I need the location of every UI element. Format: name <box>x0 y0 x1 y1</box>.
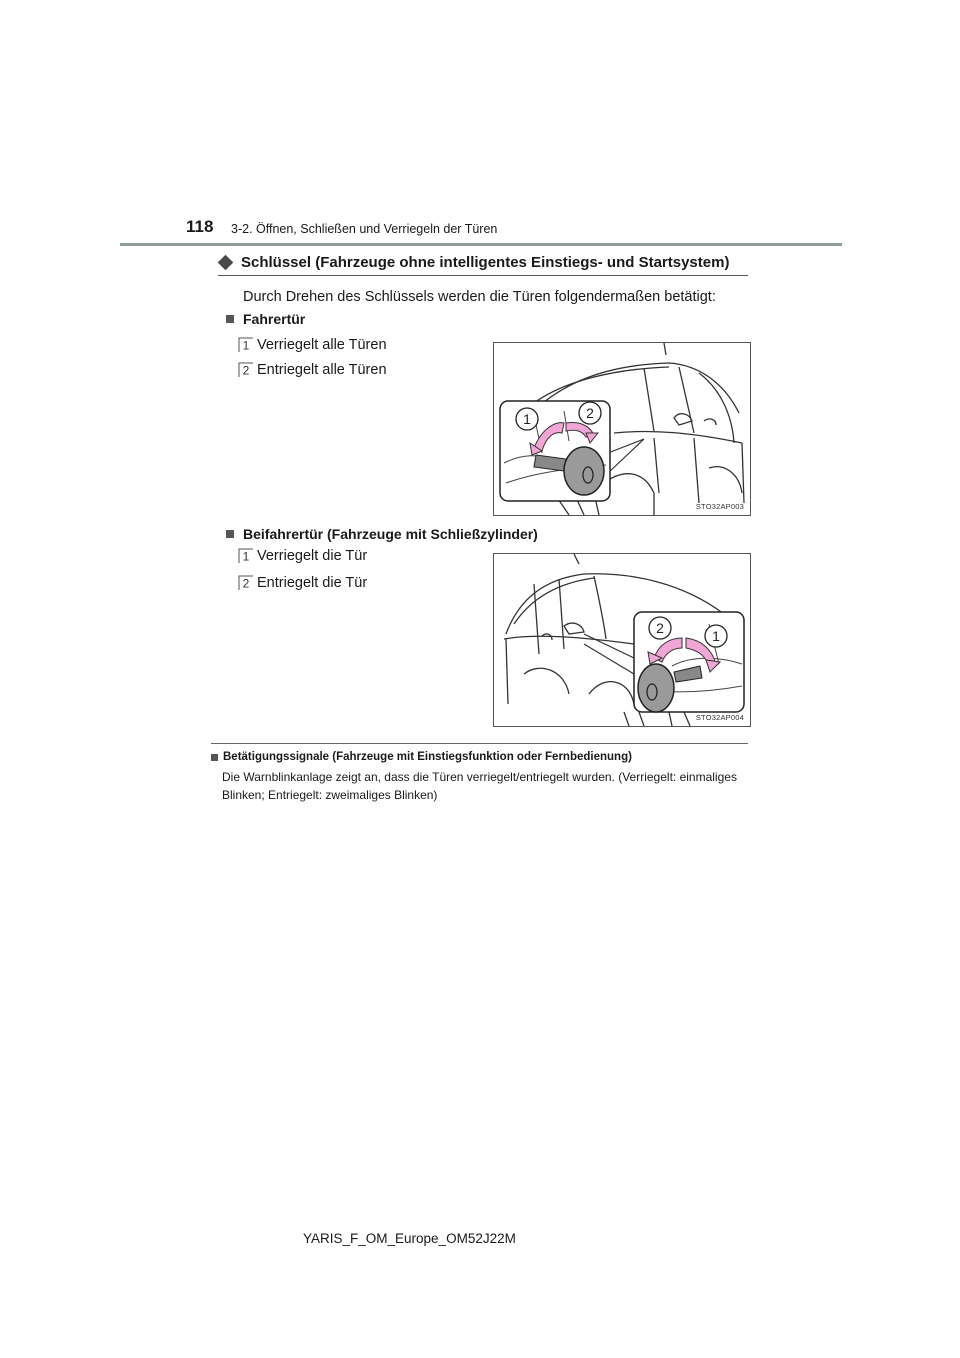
passenger-door-item-2-text: Entriegelt die Tür <box>257 575 368 591</box>
svg-text:2: 2 <box>586 405 594 421</box>
driver-door-item-2-text: Entriegelt alle Türen <box>257 362 387 378</box>
driver-door-title-text: Fahrertür <box>243 311 306 327</box>
svg-text:2: 2 <box>242 363 250 378</box>
svg-text:1: 1 <box>242 338 250 353</box>
driver-door-item-1 <box>238 337 387 353</box>
driver-door-item-1-text: Verriegelt alle Türen <box>257 337 387 353</box>
number-1-icon <box>238 548 254 564</box>
square-bullet-icon <box>226 530 234 538</box>
square-bullet-icon <box>226 315 234 323</box>
note-text: Die Warnblinkanlage zeigt an, dass die Türen verriegelt/entriegelt wurden. (Verriegelt: einmaliges Blinken; Entriegelt: zweimaliges Blinken) <box>222 770 737 802</box>
number-2-icon <box>238 575 254 591</box>
note-title <box>211 751 632 763</box>
intro-text: Durch Drehen des Schlüssels werden die Türen folgendermaßen betätigt: <box>243 289 716 305</box>
diamond-bullet-icon <box>218 255 234 271</box>
passenger-door-title <box>226 526 538 542</box>
svg-text:1: 1 <box>523 411 531 427</box>
driver-door-car-illustration <box>494 343 750 515</box>
number-1-icon <box>238 337 254 353</box>
svg-text:2: 2 <box>656 620 664 636</box>
passenger-door-figure <box>493 553 751 727</box>
footer-doc-id: YARIS_F_OM_Europe_OM52J22M <box>303 1231 516 1246</box>
svg-text:2: 2 <box>242 576 250 591</box>
svg-text:1: 1 <box>242 549 250 564</box>
section-title: 3-2. Öffnen, Schließen und Verriegeln der Türen <box>231 222 498 236</box>
note-rule <box>211 743 748 744</box>
note-title-text: Betätigungssignale (Fahrzeuge mit Einstiegsfunktion oder Fernbedienung) <box>223 751 632 763</box>
driver-door-title <box>226 311 305 327</box>
section-heading-text: Schlüssel (Fahrzeuge ohne intelligentes Einstiegs- und Startsystem) <box>241 254 730 271</box>
driver-door-figure-code: STO32AP003 <box>695 502 744 511</box>
section-heading <box>218 254 748 276</box>
driver-door-item-2 <box>238 362 387 378</box>
passenger-door-figure-code: STO32AP004 <box>695 713 744 722</box>
passenger-door-item-1-text: Verriegelt die Tür <box>257 548 368 564</box>
passenger-door-item-2 <box>238 575 367 591</box>
passenger-door-car-illustration <box>494 554 750 726</box>
header-rule <box>120 243 842 246</box>
driver-door-figure <box>493 342 751 516</box>
number-2-icon <box>238 362 254 378</box>
page-number: 118 <box>186 217 214 236</box>
passenger-door-title-text: Beifahrertür (Fahrzeuge mit Schließzylinder) <box>243 526 538 542</box>
passenger-door-item-1 <box>238 548 367 564</box>
square-bullet-icon <box>211 754 218 761</box>
svg-text:1: 1 <box>712 628 720 644</box>
